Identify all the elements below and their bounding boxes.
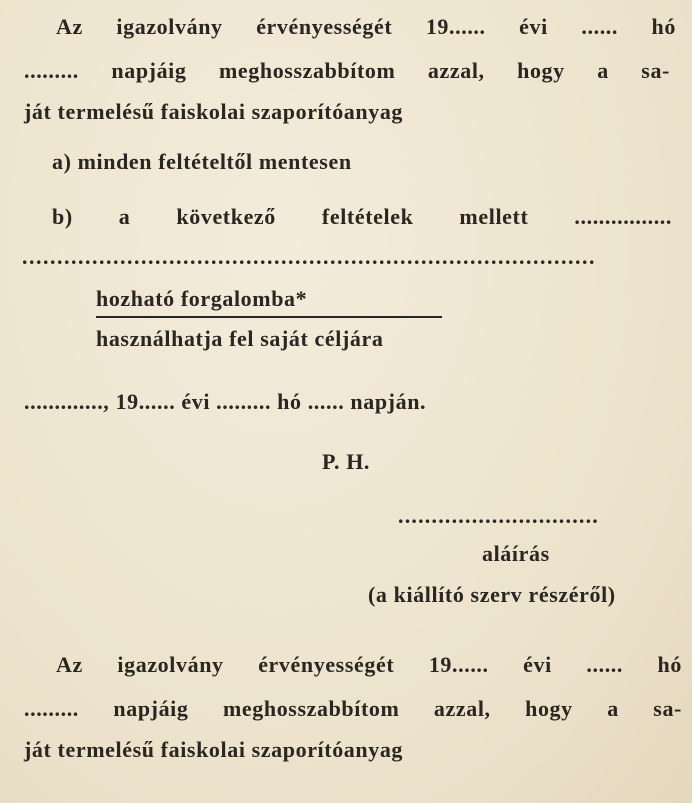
signature-dots: .............................. <box>398 503 599 528</box>
choice-option2: használhatja fel saját céljára <box>96 326 384 351</box>
block1-line3: ját termelésű faiskolai szaporítóanyag <box>24 99 404 124</box>
stamp-mark: P. H. <box>322 449 371 474</box>
choice-option1: hozható forgalomba* <box>96 286 308 311</box>
dotted-fill-line: .................................................................................. <box>22 246 596 268</box>
block2-line2: ......... napjáig meghosszabbítom azzal, hogy a sa- <box>24 696 682 721</box>
choice-divider <box>96 316 442 318</box>
block2-line3: ját termelésű faiskolai szaporítóanyag <box>24 737 404 762</box>
option-a: a) minden feltételtől mentesen <box>52 149 352 174</box>
option-b: b) a következő feltételek mellett ................ <box>52 204 672 229</box>
signature-label: aláírás <box>482 541 550 566</box>
block1-line2: ......... napjáig meghosszabbítom azzal, hogy a sa- <box>24 58 670 83</box>
block1-line1: Az igazolvány érvényességét 19...... évi ...... hó <box>56 14 676 39</box>
signature-note: (a kiállító szerv részéről) <box>368 582 616 607</box>
date-line: ............., 19...... évi ......... hó ...... napján. <box>24 389 427 414</box>
block2-line1: Az igazolvány érvényességét 19...... évi ...... hó <box>56 652 682 677</box>
